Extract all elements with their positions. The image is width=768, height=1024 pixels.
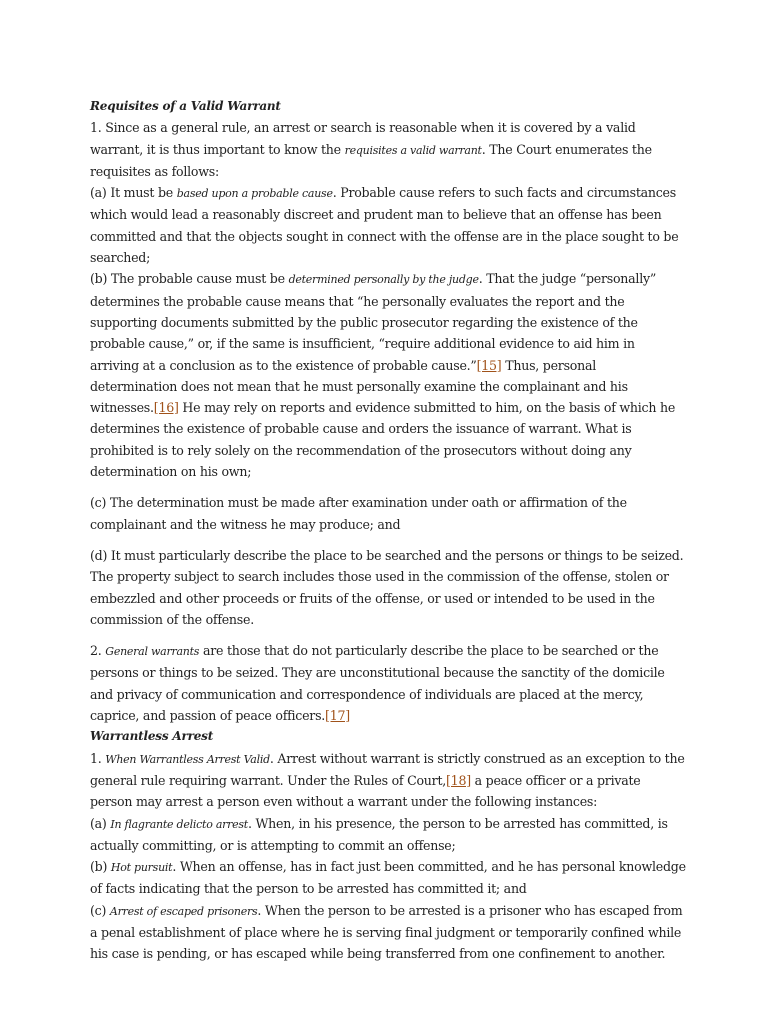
paragraph-instance-c: (c) Arrest of escaped prisoners. When the person to be arrested is a prisoner who has escaped from a penal establishment of place where he is serving final judgment or temporarily confined while his case is pending, or has escaped while being transferred from one confinement to another. <box>90 902 683 962</box>
emphasis-text: Hot pursuit <box>110 861 173 875</box>
paragraph-general-warrants: 2. General warrants are those that do not particularly describe the place to be searched or the persons or things to be seized. They are unconstitutional because the sanctity of the domicile and privacy of communication and correspondence of individuals are placed at the mercy, caprice, and passion of peace officers.[17] <box>90 643 665 724</box>
section-heading-valid-warrant: Requisites of a Valid Warrant <box>90 99 281 113</box>
emphasis-text: Arrest of escaped prisoners <box>109 904 258 918</box>
emphasis-text: based upon a probable cause <box>176 187 333 201</box>
emphasis-text: When Warrantless Arrest Valid <box>105 752 270 766</box>
paragraph-warrantless-intro: 1. When Warrantless Arrest Valid. Arrest without warrant is strictly construed as an exception to the general rule requiring warrant. Under the Rules of Court,[18] a peace officer or a private person may arrest a person even without a warrant under the following instances: <box>90 750 685 810</box>
footnote-link-15[interactable]: [15] <box>476 357 502 373</box>
emphasis-text: requisites a valid warrant <box>344 143 482 157</box>
emphasis-text: General warrants <box>105 645 200 659</box>
paragraph-requisite-b: (b) The probable cause must be determined personally by the judge. That the judge “personally” determines the probable cause means that “he personally evaluates the report and the supporting documents submitted by the public prosecutor regarding the existence of the probable cause,” or, if the same is insufficient, “require additional evidence to aid him in arriving at a conclusion as to the existence of probable cause.”[15] Thus, personal determination does not mean that he must personally examine the complainant and his witnesses.[16] He may rely on reports and evidence submitted to him, on the basis of which he determines the existence of probable cause and orders the issuance of warrant. What is prohibited is to rely solely on the recommendation of the prosecutors without doing any determination on his own; <box>90 271 676 480</box>
paragraph-instance-b: (b) Hot pursuit. When an offense, has in fact just been committed, and he has personal knowledge of facts indicating that the person to be arrested has committed it; and <box>90 859 686 897</box>
emphasis-text: determined personally by the judge <box>288 273 479 287</box>
paragraph-requisites-intro: 1. Since as a general rule, an arrest or search is reasonable when it is covered by a valid warrant, it is thus important to know the requisites a valid warrant. The Court enumerates the requisites as follows: <box>90 120 652 179</box>
document-page <box>90 96 686 965</box>
footnote-link-16[interactable]: [16] <box>153 400 179 416</box>
paragraph-instance-a: (a) In flagrante delicto arrest. When, in his presence, the person to be arrested has committed, is actually committing, or is attempting to commit an offense; <box>90 815 668 853</box>
section-heading-warrantless-arrest: Warrantless Arrest <box>90 729 214 744</box>
paragraph-requisite-c: (c) The determination must be made after examination under oath or affirmation of the complainant and the witness he may produce; and <box>90 495 627 532</box>
paragraph-requisite-d: (d) It must particularly describe the place to be searched and the persons or things to be seized. The property subject to search includes those used in the commission of the offense, stolen or embezzled and other proceeds or fruits of the offense, or used or intended to be used in the commission of the offense. <box>90 547 684 627</box>
paragraph-requisite-a: (a) It must be based upon a probable cause. Probable cause refers to such facts and circumstances which would lead a reasonably discreet and prudent man to believe that an offense has been committed and that the objects sought in connect with the offense are in the place sought to be searched; <box>90 185 679 266</box>
footnote-link-18[interactable]: [18] <box>446 772 471 788</box>
footnote-link-17[interactable]: [17] <box>325 708 350 724</box>
emphasis-text: In flagrante delicto arrest <box>110 817 248 831</box>
